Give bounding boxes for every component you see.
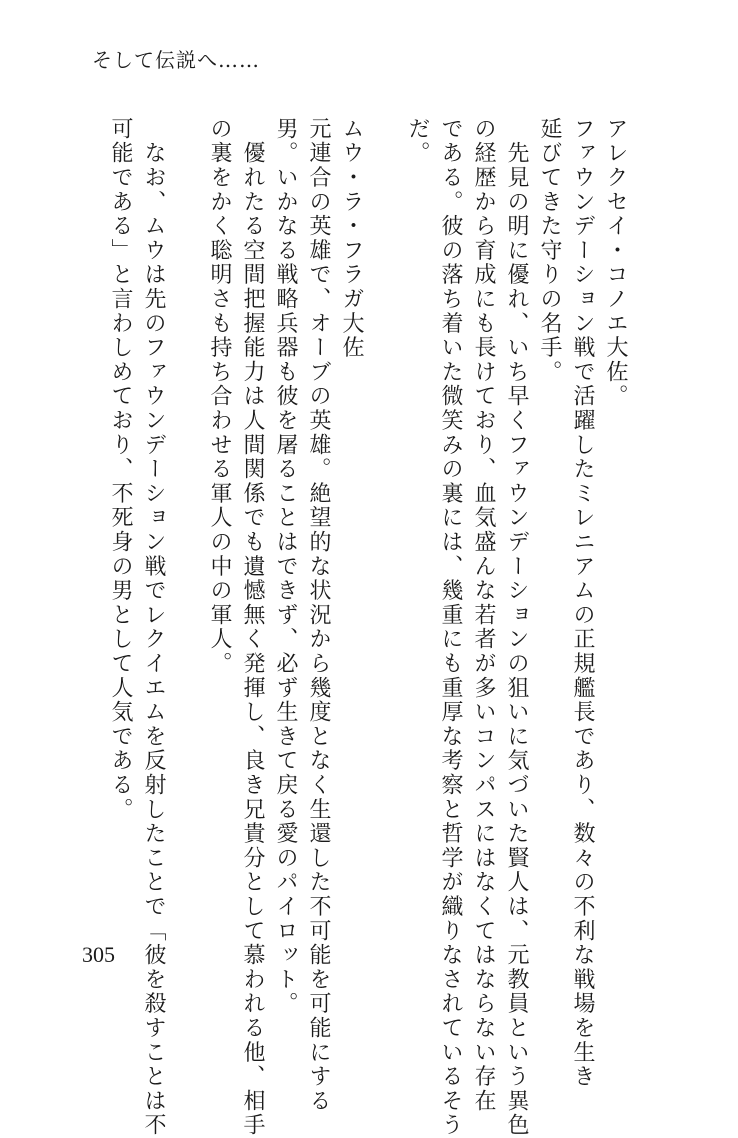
text-column: だ。 <box>405 117 430 166</box>
text-column: である。彼の落ち着いた微笑みの裏には、幾重にも重厚な考察と哲学が織りなされているそう <box>438 117 463 1138</box>
text-column: 男。いかなる戦略兵器も彼を屠ることはできず、必ず生きて戻る愛のパイロット。 <box>273 117 298 1017</box>
text-column: アレクセイ・コノエ大佐。 <box>603 117 628 409</box>
text-column: 元連合の英雄で、オーブの英雄。絶望的な状況から幾度となく生還した不可能を可能にする <box>306 117 331 1114</box>
text-column: ムウ・ラ・フラガ大佐 <box>339 117 364 360</box>
text-column: の経歴から育成にも長けており、血気盛んな若者が多いコンパスにはなくてはならない存在 <box>471 117 496 1114</box>
text-column: の裏をかく聡明さも持ち合わせる軍人の中の軍人。 <box>207 117 232 676</box>
text-column: ファウンデーション戦で活躍したミレニアムの正規艦長であり、数々の不利な戦場を生き <box>570 117 595 1089</box>
text-column: 延びてきた守りの名手。 <box>537 117 562 385</box>
page-header: そして伝説へ…… <box>92 48 260 72</box>
text-column: なお、ムウは先のファウンデーション戦でレクイエムを反射したことで「彼を殺すことは不 <box>141 117 166 1138</box>
page-number: 305 <box>82 942 115 967</box>
text-column: 優れたる空間把握能力は人間関係でも遺憾無く発揮し、良き兄貴分として慕われる他、相手 <box>240 117 265 1138</box>
text-column: 先見の明に優れ、いち早くファウンデーションの狙いに気づいた賢人は、元教員という異色 <box>504 117 529 1138</box>
text-column: 可能である」と言わしめており、不死身の男として人気である。 <box>108 117 133 822</box>
